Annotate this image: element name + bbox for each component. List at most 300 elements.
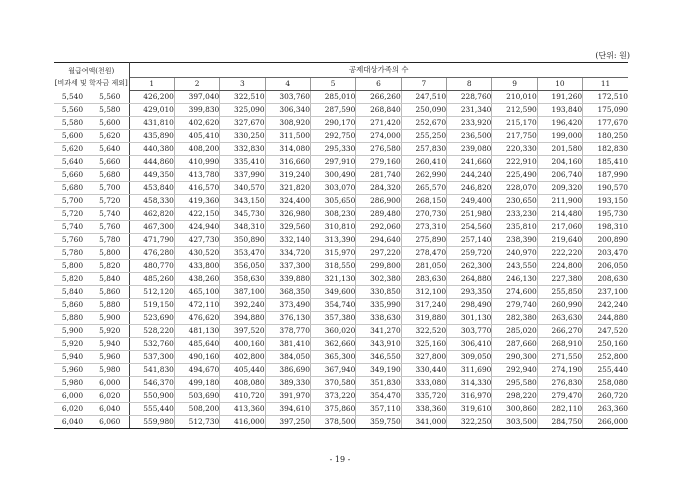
unit-label: (단위: 원) [595, 51, 630, 60]
income-from-cell: 5,680 [54, 182, 91, 195]
income-to-cell: 5,680 [91, 169, 129, 182]
tax-amount-cell: 217,060 [537, 221, 582, 234]
tax-amount-cell: 225,490 [492, 169, 537, 182]
tax-amount-cell: 273,310 [401, 221, 446, 234]
family-count-7: 7 [401, 78, 446, 91]
tax-amount-cell: 422,150 [174, 208, 219, 221]
tax-amount-cell: 413,780 [174, 169, 219, 182]
tax-amount-cell: 258,080 [583, 377, 628, 390]
table-row [54, 286, 628, 299]
tax-amount-cell: 263,630 [537, 312, 582, 325]
tax-amount-cell: 354,740 [310, 299, 355, 312]
tax-amount-cell: 367,940 [310, 364, 355, 377]
family-count-5: 5 [310, 78, 355, 91]
tax-amount-cell: 370,580 [310, 377, 355, 390]
income-to-cell: 5,620 [91, 130, 129, 143]
income-to-cell: 5,760 [91, 221, 129, 234]
tax-amount-cell: 276,580 [356, 143, 401, 156]
tax-amount-cell: 416,570 [174, 182, 219, 195]
income-from-cell: 5,940 [54, 351, 91, 364]
table-row [54, 91, 628, 104]
tax-amount-cell: 322,520 [401, 325, 446, 338]
table-row [54, 169, 628, 182]
tax-amount-cell: 346,550 [356, 351, 401, 364]
tax-amount-cell: 360,020 [310, 325, 355, 338]
tax-amount-cell: 249,400 [447, 195, 492, 208]
income-from-cell: 6,000 [54, 390, 91, 403]
tax-amount-cell: 300,490 [310, 169, 355, 182]
income-from-cell: 5,980 [54, 377, 91, 390]
table-row [54, 195, 628, 208]
tax-amount-cell: 222,910 [492, 156, 537, 169]
tax-amount-cell: 298,490 [447, 299, 492, 312]
tax-amount-cell: 353,470 [220, 247, 265, 260]
tax-amount-cell: 319,240 [265, 169, 310, 182]
tax-amount-cell: 541,830 [129, 364, 174, 377]
family-count-11: 11 [583, 78, 628, 91]
tax-amount-cell: 449,350 [129, 169, 174, 182]
tax-amount-cell: 219,640 [537, 234, 582, 247]
tax-amount-cell: 453,840 [129, 182, 174, 195]
tax-amount-cell: 262,990 [401, 169, 446, 182]
income-from-cell: 5,920 [54, 338, 91, 351]
tax-amount-cell: 252,670 [401, 117, 446, 130]
tax-amount-cell: 185,410 [583, 156, 628, 169]
table-row [54, 312, 628, 325]
tax-amount-cell: 268,840 [356, 104, 401, 117]
tax-amount-cell: 359,750 [356, 416, 401, 429]
tax-amount-cell: 217,750 [492, 130, 537, 143]
tax-amount-cell: 274,600 [492, 286, 537, 299]
tax-amount-cell: 302,380 [356, 273, 401, 286]
income-to-cell: 5,940 [91, 338, 129, 351]
tax-amount-cell: 311,690 [447, 364, 492, 377]
tax-amount-cell: 312,100 [401, 286, 446, 299]
tax-amount-cell: 546,370 [129, 377, 174, 390]
tax-amount-cell: 317,240 [401, 299, 446, 312]
tax-amount-cell: 311,500 [265, 130, 310, 143]
tax-amount-cell: 519,150 [129, 299, 174, 312]
tax-amount-cell: 279,470 [537, 390, 582, 403]
table-row [54, 156, 628, 169]
tax-amount-cell: 345,730 [220, 208, 265, 221]
tax-amount-cell: 316,970 [447, 390, 492, 403]
tax-amount-cell: 315,970 [310, 247, 355, 260]
income-to-cell: 5,800 [91, 247, 129, 260]
tax-amount-cell: 327,670 [220, 117, 265, 130]
tax-amount-cell: 224,800 [537, 260, 582, 273]
income-to-cell: 5,980 [91, 364, 129, 377]
tax-amount-cell: 199,000 [537, 130, 582, 143]
tax-amount-cell: 271,550 [537, 351, 582, 364]
tax-amount-cell: 285,010 [310, 91, 355, 104]
tax-amount-cell: 252,800 [583, 351, 628, 364]
tax-amount-cell: 295,330 [310, 143, 355, 156]
table-row [54, 351, 628, 364]
tax-amount-cell: 290,300 [492, 351, 537, 364]
income-from-cell: 5,780 [54, 247, 91, 260]
tax-amount-cell: 175,090 [583, 104, 628, 117]
tax-amount-cell: 322,510 [220, 91, 265, 104]
tax-amount-cell: 303,500 [492, 416, 537, 429]
tax-amount-cell: 338,630 [356, 312, 401, 325]
tax-amount-cell: 419,360 [174, 195, 219, 208]
tax-amount-cell: 268,910 [537, 338, 582, 351]
table-row [54, 182, 628, 195]
tax-amount-cell: 240,970 [492, 247, 537, 260]
family-count-6: 6 [356, 78, 401, 91]
tax-amount-cell: 301,130 [447, 312, 492, 325]
tax-amount-cell: 343,150 [220, 195, 265, 208]
tax-amount-cell: 254,560 [447, 221, 492, 234]
tax-amount-cell: 172,510 [583, 91, 628, 104]
tax-amount-cell: 337,300 [265, 260, 310, 273]
income-from-cell: 5,660 [54, 169, 91, 182]
tax-amount-cell: 381,410 [265, 338, 310, 351]
tax-amount-cell: 281,740 [356, 169, 401, 182]
tax-amount-cell: 297,220 [356, 247, 401, 260]
tax-amount-cell: 433,800 [174, 260, 219, 273]
tax-amount-cell: 251,980 [447, 208, 492, 221]
tax-amount-cell: 244,240 [447, 169, 492, 182]
tax-amount-cell: 265,570 [401, 182, 446, 195]
tax-amount-cell: 270,730 [401, 208, 446, 221]
table-row [54, 234, 628, 247]
tax-amount-cell: 204,160 [537, 156, 582, 169]
income-from-cell: 5,560 [54, 104, 91, 117]
tax-amount-cell: 206,740 [537, 169, 582, 182]
tax-amount-cell: 405,410 [174, 130, 219, 143]
tax-amount-cell: 351,830 [356, 377, 401, 390]
income-to-cell: 6,040 [91, 403, 129, 416]
tax-amount-cell: 228,070 [492, 182, 537, 195]
tax-amount-cell: 330,440 [401, 364, 446, 377]
tax-amount-cell: 512,730 [174, 416, 219, 429]
table-row [54, 364, 628, 377]
income-to-cell: 6,060 [91, 416, 129, 429]
tax-amount-cell: 322,250 [447, 416, 492, 429]
income-from-cell: 5,760 [54, 234, 91, 247]
tax-amount-cell: 257,830 [401, 143, 446, 156]
tax-amount-cell: 230,650 [492, 195, 537, 208]
tax-amount-cell: 201,580 [537, 143, 582, 156]
tax-amount-cell: 394,610 [265, 403, 310, 416]
tax-amount-cell: 389,330 [265, 377, 310, 390]
income-from-cell: 5,540 [54, 91, 91, 104]
tax-table [54, 62, 628, 429]
income-from-cell: 5,820 [54, 273, 91, 286]
tax-amount-cell: 335,720 [401, 390, 446, 403]
tax-amount-cell: 386,690 [265, 364, 310, 377]
table-row [54, 325, 628, 338]
tax-amount-cell: 177,670 [583, 117, 628, 130]
income-to-cell: 6,020 [91, 390, 129, 403]
family-count-3: 3 [220, 78, 265, 91]
tax-amount-cell: 314,080 [265, 143, 310, 156]
table-row [54, 208, 628, 221]
tax-amount-cell: 335,410 [220, 156, 265, 169]
income-to-cell: 5,880 [91, 299, 129, 312]
tax-amount-cell: 303,770 [447, 325, 492, 338]
tax-amount-cell: 246,820 [447, 182, 492, 195]
tax-amount-cell: 402,800 [220, 351, 265, 364]
tax-amount-cell: 330,250 [220, 130, 265, 143]
income-to-cell: 5,700 [91, 182, 129, 195]
tax-amount-cell: 289,480 [356, 208, 401, 221]
tax-amount-cell: 308,920 [265, 117, 310, 130]
tax-amount-cell: 210,010 [492, 91, 537, 104]
tax-amount-cell: 343,910 [356, 338, 401, 351]
tax-amount-cell: 275,890 [401, 234, 446, 247]
income-from-cell: 5,720 [54, 208, 91, 221]
tax-amount-cell: 523,690 [129, 312, 174, 325]
tax-amount-cell: 195,730 [583, 208, 628, 221]
tax-amount-cell: 349,190 [356, 364, 401, 377]
income-header: 월급여액(천원) [비과세 및 학자금 제외] [54, 63, 129, 91]
tax-amount-cell: 334,720 [265, 247, 310, 260]
tax-amount-cell: 354,470 [356, 390, 401, 403]
tax-amount-cell: 365,300 [310, 351, 355, 364]
tax-amount-cell: 402,620 [174, 117, 219, 130]
income-from-cell: 6,020 [54, 403, 91, 416]
tax-amount-cell: 250,160 [583, 338, 628, 351]
tax-amount-cell: 410,990 [174, 156, 219, 169]
tax-amount-cell: 471,790 [129, 234, 174, 247]
tax-amount-cell: 209,320 [537, 182, 582, 195]
tax-amount-cell: 255,250 [401, 130, 446, 143]
tax-amount-cell: 356,050 [220, 260, 265, 273]
income-from-cell: 5,800 [54, 260, 91, 273]
tax-amount-cell: 222,220 [537, 247, 582, 260]
tax-amount-cell: 458,330 [129, 195, 174, 208]
tax-amount-cell: 260,410 [401, 156, 446, 169]
tax-amount-cell: 384,050 [265, 351, 310, 364]
tax-amount-cell: 357,110 [356, 403, 401, 416]
tax-amount-cell: 294,640 [356, 234, 401, 247]
tax-amount-cell: 387,100 [220, 286, 265, 299]
family-count-9: 9 [492, 78, 537, 91]
tax-amount-cell: 378,770 [265, 325, 310, 338]
tax-amount-cell: 330,850 [356, 286, 401, 299]
tax-amount-cell: 283,630 [401, 273, 446, 286]
tax-amount-cell: 462,820 [129, 208, 174, 221]
tax-amount-cell: 278,470 [401, 247, 446, 260]
tax-amount-cell: 247,520 [583, 325, 628, 338]
tax-amount-cell: 528,220 [129, 325, 174, 338]
table-row [54, 299, 628, 312]
tax-amount-cell: 281,050 [401, 260, 446, 273]
tax-amount-cell: 282,110 [537, 403, 582, 416]
tax-amount-cell: 182,830 [583, 143, 628, 156]
tax-amount-cell: 295,580 [492, 377, 537, 390]
tax-amount-cell: 392,240 [220, 299, 265, 312]
tax-amount-cell: 259,720 [447, 247, 492, 260]
tax-amount-cell: 268,150 [401, 195, 446, 208]
family-count-row [54, 78, 628, 91]
income-from-cell: 5,640 [54, 156, 91, 169]
tax-amount-cell: 427,730 [174, 234, 219, 247]
tax-amount-cell: 316,660 [265, 156, 310, 169]
tax-amount-cell: 373,220 [310, 390, 355, 403]
tax-amount-cell: 490,160 [174, 351, 219, 364]
tax-amount-cell: 193,150 [583, 195, 628, 208]
tax-amount-cell: 314,330 [447, 377, 492, 390]
tax-amount-cell: 321,820 [265, 182, 310, 195]
tax-amount-cell: 203,470 [583, 247, 628, 260]
tax-amount-cell: 512,120 [129, 286, 174, 299]
tax-amount-cell: 333,080 [401, 377, 446, 390]
tax-amount-cell: 260,990 [537, 299, 582, 312]
tax-amount-cell: 376,130 [265, 312, 310, 325]
tax-amount-cell: 476,280 [129, 247, 174, 260]
tax-amount-cell: 242,240 [583, 299, 628, 312]
tax-amount-cell: 397,250 [265, 416, 310, 429]
tax-amount-cell: 326,980 [265, 208, 310, 221]
table-row [54, 416, 628, 429]
tax-amount-cell: 303,070 [310, 182, 355, 195]
tax-amount-cell: 193,840 [537, 104, 582, 117]
tax-amount-cell: 472,110 [174, 299, 219, 312]
tax-amount-cell: 190,570 [583, 182, 628, 195]
tax-amount-cell: 394,880 [220, 312, 265, 325]
tax-amount-cell: 231,340 [447, 104, 492, 117]
tax-amount-cell: 282,380 [492, 312, 537, 325]
tax-amount-cell: 266,270 [537, 325, 582, 338]
tax-amount-cell: 350,890 [220, 234, 265, 247]
tax-amount-cell: 537,300 [129, 351, 174, 364]
tax-amount-cell: 327,800 [401, 351, 446, 364]
tax-amount-cell: 335,990 [356, 299, 401, 312]
income-from-cell: 5,600 [54, 130, 91, 143]
tax-amount-cell: 550,900 [129, 390, 174, 403]
tax-amount-cell: 255,440 [583, 364, 628, 377]
tax-amount-cell: 358,630 [220, 273, 265, 286]
income-to-cell: 5,560 [91, 91, 129, 104]
tax-amount-cell: 324,400 [265, 195, 310, 208]
tax-amount-cell: 329,560 [265, 221, 310, 234]
tax-amount-cell: 250,090 [401, 104, 446, 117]
tax-amount-cell: 305,650 [310, 195, 355, 208]
table-row [54, 247, 628, 260]
tax-amount-cell: 410,720 [220, 390, 265, 403]
tax-amount-cell: 263,360 [583, 403, 628, 416]
tax-amount-cell: 325,090 [220, 104, 265, 117]
income-from-cell: 5,580 [54, 117, 91, 130]
tax-amount-cell: 319,610 [447, 403, 492, 416]
tax-amount-cell: 239,080 [447, 143, 492, 156]
tax-amount-cell: 233,230 [492, 208, 537, 221]
tax-amount-cell: 438,260 [174, 273, 219, 286]
tax-amount-cell: 293,350 [447, 286, 492, 299]
tax-amount-cell: 408,080 [220, 377, 265, 390]
family-count-10: 10 [537, 78, 582, 91]
table-row [54, 403, 628, 416]
tax-amount-cell: 299,800 [356, 260, 401, 273]
tax-amount-cell: 485,260 [129, 273, 174, 286]
tax-amount-cell: 279,160 [356, 156, 401, 169]
tax-amount-cell: 494,670 [174, 364, 219, 377]
tax-amount-cell: 196,420 [537, 117, 582, 130]
tax-amount-cell: 274,000 [356, 130, 401, 143]
tax-amount-cell: 198,310 [583, 221, 628, 234]
table-row [54, 104, 628, 117]
tax-amount-cell: 266,000 [583, 416, 628, 429]
tax-amount-cell: 284,320 [356, 182, 401, 195]
income-to-cell: 5,720 [91, 195, 129, 208]
table-row [54, 143, 628, 156]
tax-amount-cell: 313,390 [310, 234, 355, 247]
income-from-cell: 5,700 [54, 195, 91, 208]
tax-amount-cell: 191,260 [537, 91, 582, 104]
tax-amount-cell: 319,880 [401, 312, 446, 325]
income-to-cell: 6,000 [91, 377, 129, 390]
tax-amount-cell: 262,300 [447, 260, 492, 273]
tax-amount-cell: 238,390 [492, 234, 537, 247]
tax-amount-cell: 206,050 [583, 260, 628, 273]
tax-amount-cell: 341,270 [356, 325, 401, 338]
tax-amount-cell: 321,130 [310, 273, 355, 286]
income-from-cell: 5,900 [54, 325, 91, 338]
income-from-cell: 5,880 [54, 312, 91, 325]
tax-amount-cell: 180,250 [583, 130, 628, 143]
tax-amount-cell: 276,830 [537, 377, 582, 390]
tax-amount-cell: 467,300 [129, 221, 174, 234]
tax-amount-cell: 435,890 [129, 130, 174, 143]
tax-amount-cell: 306,410 [447, 338, 492, 351]
income-from-cell: 5,740 [54, 221, 91, 234]
tax-amount-cell: 241,660 [447, 156, 492, 169]
tax-amount-cell: 476,620 [174, 312, 219, 325]
tax-amount-cell: 300,860 [492, 403, 537, 416]
tax-amount-cell: 215,170 [492, 117, 537, 130]
tax-amount-cell: 298,220 [492, 390, 537, 403]
tax-amount-cell: 375,860 [310, 403, 355, 416]
income-to-cell: 5,860 [91, 286, 129, 299]
tax-amount-cell: 260,720 [583, 390, 628, 403]
tax-amount-cell: 391,970 [265, 390, 310, 403]
tax-amount-cell: 303,760 [265, 91, 310, 104]
tax-amount-cell: 306,340 [265, 104, 310, 117]
tax-amount-cell: 257,140 [447, 234, 492, 247]
tax-amount-cell: 284,750 [537, 416, 582, 429]
income-to-cell: 5,600 [91, 117, 129, 130]
tax-amount-cell: 274,190 [537, 364, 582, 377]
tax-amount-cell: 503,690 [174, 390, 219, 403]
tax-amount-cell: 286,900 [356, 195, 401, 208]
tax-amount-cell: 332,140 [265, 234, 310, 247]
table-row [54, 338, 628, 351]
tax-amount-cell: 559,980 [129, 416, 174, 429]
tax-amount-cell: 292,060 [356, 221, 401, 234]
tax-amount-cell: 424,940 [174, 221, 219, 234]
income-to-cell: 5,900 [91, 312, 129, 325]
tax-amount-cell: 499,180 [174, 377, 219, 390]
tax-amount-cell: 338,360 [401, 403, 446, 416]
tax-amount-cell: 244,880 [583, 312, 628, 325]
table-row [54, 130, 628, 143]
tax-amount-cell: 485,640 [174, 338, 219, 351]
tax-amount-cell: 187,990 [583, 169, 628, 182]
income-to-cell: 5,740 [91, 208, 129, 221]
tax-amount-cell: 337,990 [220, 169, 265, 182]
tax-amount-cell: 481,130 [174, 325, 219, 338]
family-count-2: 2 [174, 78, 219, 91]
tax-amount-cell: 246,130 [492, 273, 537, 286]
tax-amount-cell: 287,590 [310, 104, 355, 117]
income-to-cell: 5,640 [91, 143, 129, 156]
tax-amount-cell: 339,880 [265, 273, 310, 286]
tax-amount-cell: 292,750 [310, 130, 355, 143]
